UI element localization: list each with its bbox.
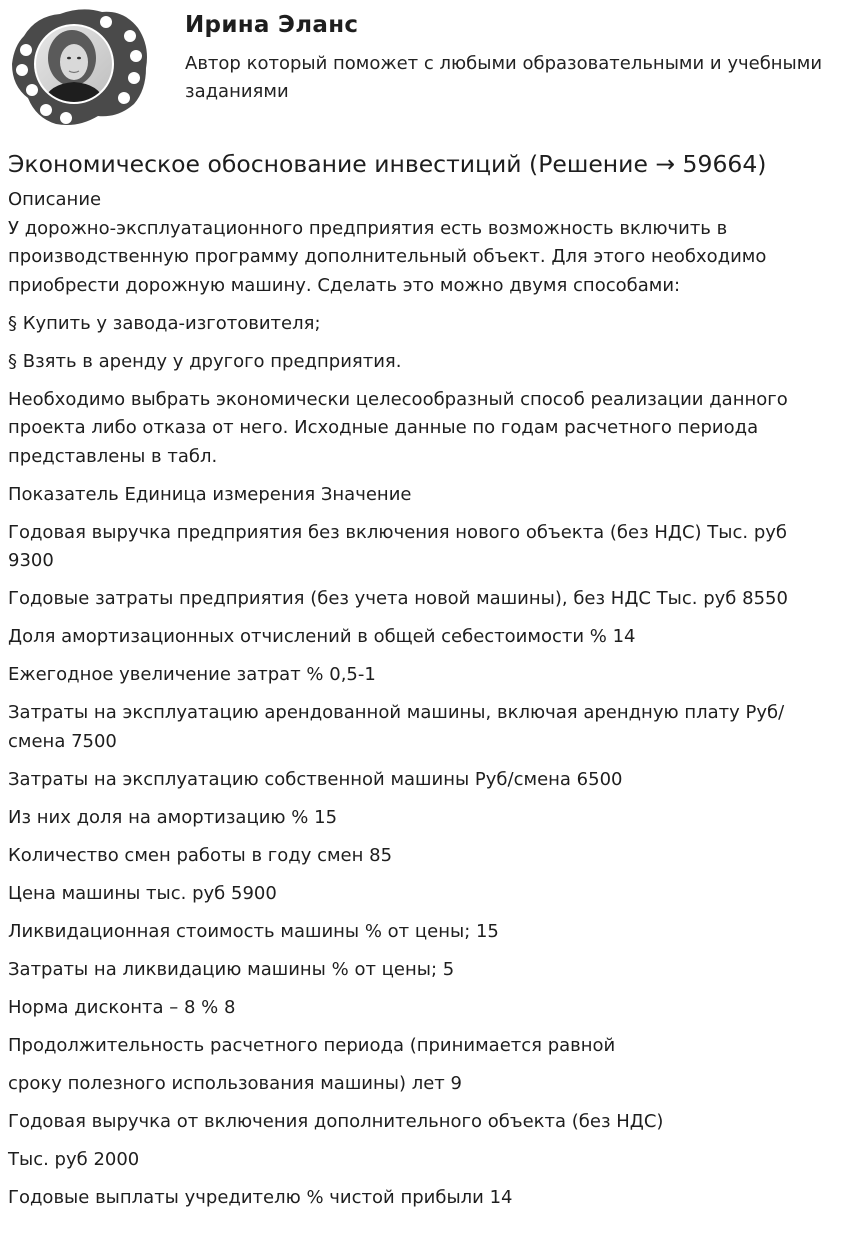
data-row: Затраты на ликвидацию машины % от цены; 5 (8, 958, 455, 980)
document-title: Экономическое обоснование инвестиций (Решение → 59664) (8, 150, 767, 178)
table-header: Показатель Единица измерения Значение (8, 483, 412, 505)
intro-paragraph: У дорожно-эксплуатационного предприятия есть возможность включить в производственную программу дополнительный объект. Для этого необходимо приобрести дорожную машину. Сделать это можно двумя способами: (8, 217, 767, 296)
author-header (0, 0, 847, 135)
data-row: Годовые затраты предприятия (без учета новой машины), без НДС Тыс. руб 8550 (8, 588, 788, 609)
data-row: Ликвидационная стоимость машины % от цены; 15 (8, 920, 499, 942)
data-row: Норма дисконта – 8 % 8 (8, 996, 236, 1018)
option-item: § Взять в аренду у другого предприятия. (8, 350, 402, 372)
data-row: Доля амортизационных отчислений в общей себестоимости % 14 (8, 626, 636, 647)
option-item: § Купить у завода-изготовителя; (8, 312, 321, 334)
data-row: Тыс. руб 2000 (8, 1148, 140, 1170)
author-name[interactable]: Ирина Эланс (185, 12, 359, 38)
data-row: Количество смен работы в году смен 85 (8, 844, 393, 866)
data-row: Продолжительность расчетного периода (принимается равной (8, 1034, 616, 1056)
author-description: Автор который поможет с любыми образовательными и учебными заданиями (185, 53, 823, 102)
data-row: сроку полезного использования машины) лет 9 (8, 1072, 462, 1094)
document-content (8, 186, 838, 1222)
data-row: Затраты на эксплуатацию арендованной машины, включая арендную плату Руб/смена 7500 (8, 702, 785, 752)
data-row: Затраты на эксплуатацию собственной машины Руб/смена 6500 (8, 768, 623, 790)
data-row: Цена машины тыс. руб 5900 (8, 882, 277, 904)
section-label: Описание (8, 189, 102, 210)
data-row: Из них доля на амортизацию % 15 (8, 806, 338, 828)
data-row: Ежегодное увеличение затрат % 0,5-1 (8, 664, 376, 685)
task-paragraph: Необходимо выбрать экономически целесообразный способ реализации данного проекта либо отказа от него. Исходные данные по годам расчетного периода представлены в табл. (8, 388, 788, 467)
author-avatar[interactable] (6, 6, 152, 128)
data-row: Годовые выплаты учредителю % чистой прибыли 14 (8, 1186, 513, 1208)
data-row: Годовая выручка предприятия без включения нового объекта (без НДС) Тыс. руб 9300 (8, 521, 788, 571)
data-row: Годовая выручка от включения дополнительного объекта (без НДС) (8, 1110, 664, 1132)
